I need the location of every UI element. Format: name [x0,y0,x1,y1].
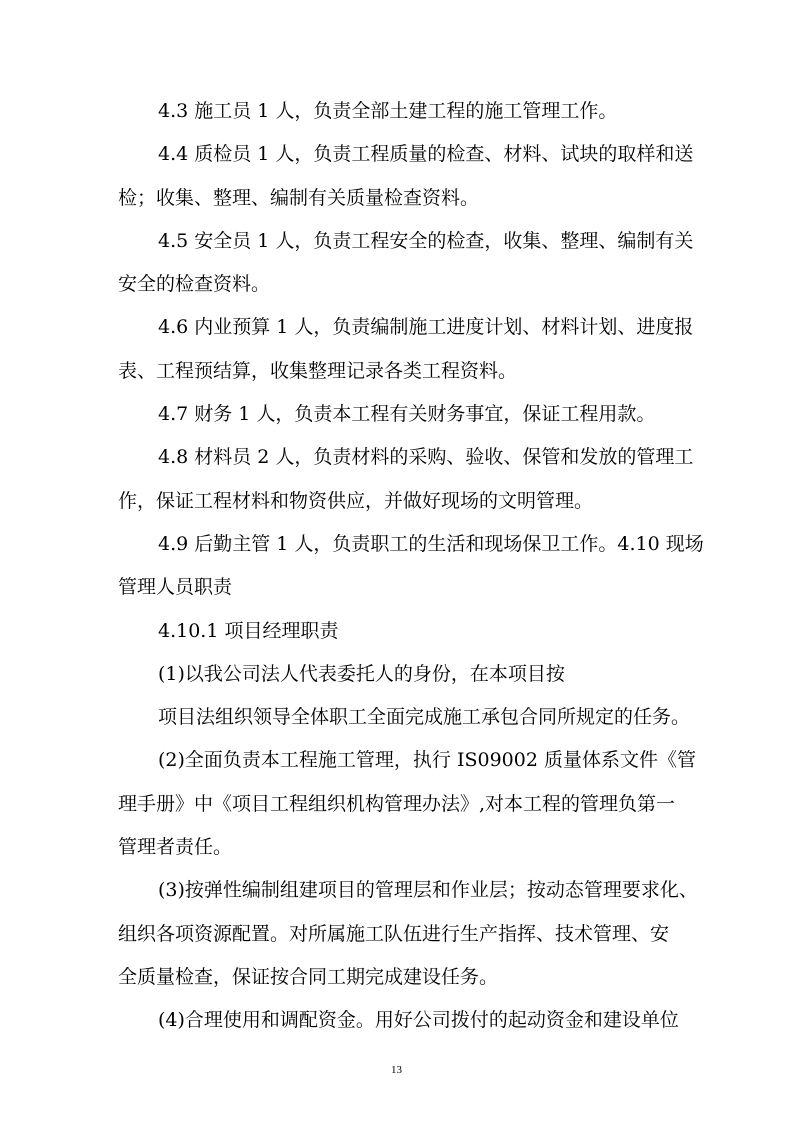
document-body [118,90,704,1043]
paragraph-line: (4)合理使用和调配资金。用好公司拨付的起动资金和建设单位 [158,1009,679,1032]
paragraph-line: 管理者责任。 [118,836,233,859]
paragraph-line: 4.6 内业预算 1 人，负责编制施工进度计划、材料计划、进度报 [158,316,694,339]
paragraph-line: 4.9 后勤主管 1 人，负责职工的生活和现场保卫工作。4.10 现场 [158,532,704,555]
section-heading: 4.10.1 项目经理职责 [158,619,339,642]
paragraph-line: 表、工程预结算，收集整理记录各类工程资料。 [118,359,518,382]
paragraph-line: 理手册》中《项目工程组织机构管理办法》,对本工程的管理负第一 [118,792,676,815]
paragraph-line: 4.5 安全员 1 人，负责工程安全的检查，收集、整理、编制有关 [158,229,694,252]
paragraph-line: 作，保证工程材料和物资供应，并做好现场的文明管理。 [118,489,594,512]
paragraph-line: (2)全面负责本工程施工管理，执行 IS09002 质量体系文件《管 [158,749,696,772]
paragraph-line: (1)以我公司法人代表委托人的身份，在本项目按 [158,662,565,685]
paragraph-line: (3)按弹性编制组建项目的管理层和作业层；按动态管理要求化、 [158,879,698,902]
paragraph-line: 项目法组织领导全体职工全面完成施工承包合同所规定的任务。 [158,706,691,729]
paragraph-line: 全质量检查，保证按合同工期完成建设任务。 [118,965,499,988]
paragraph-line: 组织各项资源配置。对所属施工队伍进行生产指挥、技术管理、安 [118,922,670,945]
paragraph-line: 检；收集、整理、编制有关质量检查资料。 [118,186,480,209]
paragraph-line: 4.7 财务 1 人，负责本工程有关财务事宜，保证工程用款。 [158,403,656,426]
paragraph-line: 管理人员职责 [118,576,233,599]
paragraph-line: 安全的检查资料。 [118,273,271,296]
paragraph-line: 4.4 质检员 1 人，负责工程质量的检查、材料、试块的取样和送 [158,143,694,166]
page-number: 13 [391,1064,402,1076]
paragraph-line: 4.3 施工员 1 人，负责全部土建工程的施工管理工作。 [158,100,618,122]
paragraph-line: 4.8 材料员 2 人，负责材料的采购、验收、保管和发放的管理工 [158,446,694,469]
